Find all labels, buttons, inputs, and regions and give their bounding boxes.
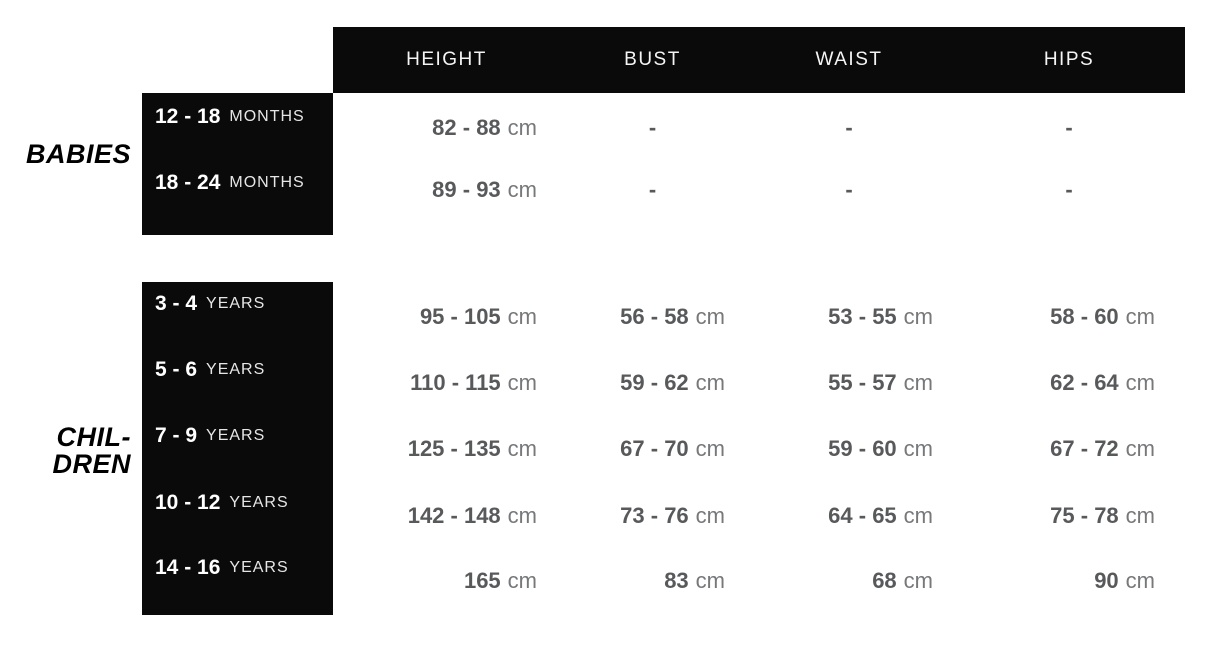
cell-unit: cm: [507, 177, 537, 202]
cell-height: [333, 370, 560, 396]
cell-waist: [745, 304, 953, 330]
cell-value: 62 - 64: [1050, 370, 1119, 395]
cell-unit: cm: [507, 115, 537, 140]
cell-unit: cm: [1125, 436, 1155, 461]
cell-unit: cm: [507, 503, 537, 528]
cell-unit: cm: [507, 304, 537, 329]
table-row-children-14-16: [333, 548, 1185, 614]
cell-hips: [953, 568, 1185, 594]
cell-waist: [745, 503, 953, 529]
cell-value: 90: [1094, 568, 1119, 593]
cell-hips: [953, 436, 1185, 462]
age-label-14-16-years: [155, 553, 327, 583]
group-label-line: DREN: [52, 449, 131, 479]
cell-waist: [745, 568, 953, 594]
cell-height: [333, 436, 560, 462]
cell-height: [333, 503, 560, 529]
age-label-10-12-years: [155, 488, 327, 518]
cell-value: 68: [872, 568, 897, 593]
age-unit: MONTHS: [229, 108, 305, 125]
cell-bust: [560, 568, 745, 594]
age-unit: YEARS: [206, 295, 266, 312]
cell-value: 53 - 55: [828, 304, 897, 329]
cell-value: 67 - 70: [620, 436, 689, 461]
cell-bust: [560, 115, 745, 141]
cell-value: 67 - 72: [1050, 436, 1119, 461]
cell-unit: cm: [1125, 503, 1155, 528]
cell-hips: [953, 115, 1185, 141]
cell-unit: cm: [1125, 370, 1155, 395]
age-range: 3 - 4: [155, 292, 198, 315]
cell-unit: cm: [903, 304, 933, 329]
age-range: 10 - 12: [155, 491, 221, 514]
cell-value: -: [845, 115, 853, 140]
group-label-line: CHIL-: [56, 422, 131, 452]
cell-hips: [953, 370, 1185, 396]
cell-waist: [745, 436, 953, 462]
group-label-line: BABIES: [25, 139, 131, 169]
age-label-12-18-months: [155, 102, 327, 132]
age-label-18-24-months: [155, 168, 327, 198]
age-label-7-9-years: [155, 421, 327, 451]
age-range: 12 - 18: [155, 105, 221, 128]
column-header-height: HEIGHT: [406, 49, 487, 70]
cell-value: 82 - 88: [432, 115, 501, 140]
cell-value: 55 - 57: [828, 370, 897, 395]
cell-value: 165: [463, 568, 501, 593]
group-label-babies: [0, 141, 131, 168]
cell-bust: [560, 304, 745, 330]
age-label-5-6-years: [155, 355, 327, 385]
cell-bust: [560, 436, 745, 462]
cell-value: 59 - 60: [828, 436, 897, 461]
age-range: 18 - 24: [155, 171, 221, 194]
cell-unit: cm: [695, 304, 725, 329]
cell-unit: cm: [903, 436, 933, 461]
cell-unit: cm: [695, 503, 725, 528]
cell-value: 95 - 105: [419, 304, 501, 329]
age-range: 5 - 6: [155, 358, 198, 381]
table-row-children-10-12: [333, 483, 1185, 549]
column-header-waist: WAIST: [815, 49, 883, 70]
cell-hips: [953, 177, 1185, 203]
column-header-bust: BUST: [624, 49, 681, 70]
cell-value: 75 - 78: [1050, 503, 1119, 528]
cell-unit: cm: [903, 568, 933, 593]
table-row-babies-12-18: [333, 95, 1185, 161]
cell-value: 110 - 115: [410, 370, 501, 395]
cell-unit: cm: [1125, 304, 1155, 329]
cell-height: [333, 304, 560, 330]
cell-height: [333, 177, 560, 203]
cell-unit: cm: [507, 568, 537, 593]
cell-bust: [560, 503, 745, 529]
cell-unit: cm: [507, 370, 537, 395]
cell-bust: [560, 370, 745, 396]
cell-value: -: [845, 177, 853, 202]
cell-waist: [745, 370, 953, 396]
cell-unit: cm: [1125, 568, 1155, 593]
cell-value: 73 - 76: [620, 503, 689, 528]
column-header-bar: [333, 27, 1185, 93]
cell-unit: cm: [695, 370, 725, 395]
children-age-panel: [142, 282, 333, 615]
cell-unit: cm: [695, 568, 725, 593]
age-unit: YEARS: [229, 559, 289, 576]
table-row-children-3-4: [333, 284, 1185, 350]
table-row-children-5-6: [333, 350, 1185, 416]
age-unit: YEARS: [206, 361, 266, 378]
cell-value: 58 - 60: [1050, 304, 1119, 329]
cell-value: 56 - 58: [620, 304, 689, 329]
cell-value: 59 - 62: [620, 370, 689, 395]
cell-value: 142 - 148: [407, 503, 501, 528]
age-unit: YEARS: [229, 494, 289, 511]
cell-hips: [953, 304, 1185, 330]
cell-hips: [953, 503, 1185, 529]
cell-value: -: [1065, 115, 1073, 140]
age-unit: MONTHS: [229, 174, 305, 191]
cell-waist: [745, 177, 953, 203]
column-header-hips: HIPS: [1043, 49, 1095, 70]
cell-value: -: [648, 177, 657, 202]
cell-unit: cm: [903, 503, 933, 528]
cell-value: 125 - 135: [407, 436, 501, 461]
babies-age-panel: [142, 93, 333, 235]
cell-unit: cm: [695, 436, 725, 461]
table-row-babies-18-24: [333, 157, 1185, 223]
age-label-3-4-years: [155, 289, 327, 319]
cell-waist: [745, 115, 953, 141]
cell-bust: [560, 177, 745, 203]
cell-value: -: [1065, 177, 1073, 202]
cell-value: 64 - 65: [828, 503, 897, 528]
table-row-children-7-9: [333, 416, 1185, 482]
age-unit: YEARS: [206, 427, 266, 444]
cell-height: [333, 115, 560, 141]
age-range: 7 - 9: [155, 424, 198, 447]
group-label-children: [0, 424, 131, 478]
cell-unit: cm: [903, 370, 933, 395]
cell-value: 83: [664, 568, 689, 593]
cell-height: [333, 568, 560, 594]
cell-unit: cm: [507, 436, 537, 461]
age-range: 14 - 16: [155, 556, 221, 579]
cell-value: 89 - 93: [432, 177, 501, 202]
cell-value: -: [648, 115, 657, 140]
